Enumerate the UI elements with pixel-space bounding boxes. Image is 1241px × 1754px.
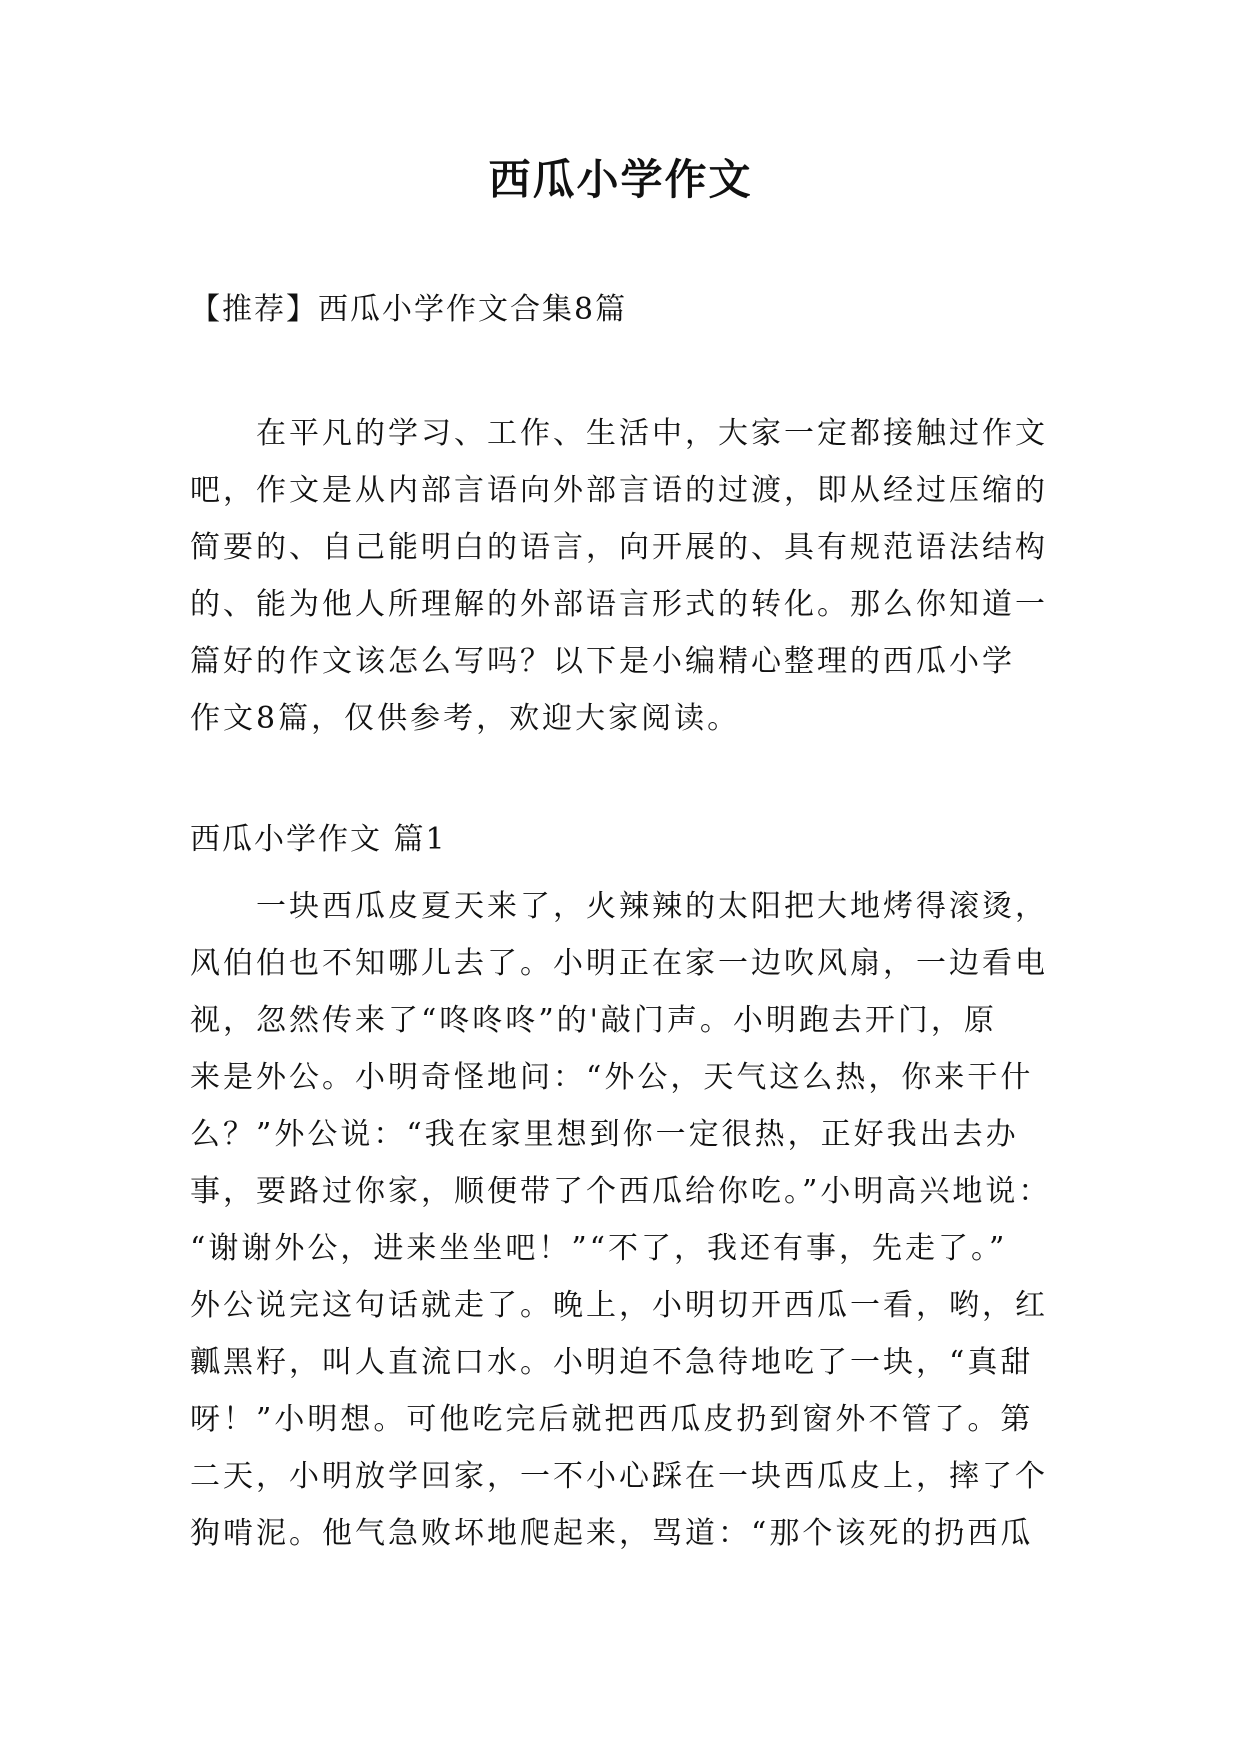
paragraph-line: 篇好的作文该怎么写吗？以下是小编精心整理的西瓜小学 xyxy=(190,644,1015,679)
paragraph-line: 狗啃泥。他气急败坏地爬起来，骂道：“那个该死的扔西瓜 xyxy=(190,1516,1034,1551)
paragraph-line: 来是外公。小明奇怪地问：“外公，天气这么热，你来干什 xyxy=(190,1060,1034,1095)
paragraph-line: 简要的、自己能明白的语言，向开展的、具有规范语法结构 xyxy=(190,530,1048,565)
paragraph-line: 在平凡的学习、工作、生活中，大家一定都接触过作文 xyxy=(256,416,1048,451)
paragraph-line: 么？”外公说：“我在家里想到你一定很热，正好我出去办 xyxy=(190,1117,1019,1152)
section-heading: 西瓜小学作文 篇1 xyxy=(190,822,447,857)
paragraph-line: 事，要路过你家，顺便带了个西瓜给你吃。”小明高兴地说： xyxy=(190,1174,1052,1209)
intro-paragraph xyxy=(190,405,1080,747)
paragraph-line: 一块西瓜皮夏天来了，火辣辣的太阳把大地烤得滚烫， xyxy=(256,889,1048,924)
paragraph-line: 的、能为他人所理解的外部语言形式的转化。那么你知道一 xyxy=(190,587,1048,622)
paragraph-line: 瓤黑籽，叫人直流口水。小明迫不急待地吃了一块，“真甜 xyxy=(190,1345,1034,1380)
paragraph-line: 视，忽然传来了“咚咚咚”的'敲门声。小明跑去开门，原 xyxy=(190,1003,997,1038)
paragraph-line: 作文8篇，仅供参考，欢迎大家阅读。 xyxy=(190,701,741,736)
paragraph-line: “谢谢外公，进来坐坐吧！”“不了，我还有事，先走了。” xyxy=(190,1231,1008,1266)
paragraph-line: 吧，作文是从内部言语向外部言语的过渡，即从经过压缩的 xyxy=(190,473,1048,508)
paragraph-line: 风伯伯也不知哪儿去了。小明正在家一边吹风扇，一边看电 xyxy=(190,946,1048,981)
document-title: 西瓜小学作文 xyxy=(488,155,753,204)
article-paragraph xyxy=(190,878,1090,1562)
paragraph-line: 二天，小明放学回家，一不小心踩在一块西瓜皮上，摔了个 xyxy=(190,1459,1048,1494)
paragraph-line: 外公说完这句话就走了。晚上，小明切开西瓜一看，哟，红 xyxy=(190,1288,1048,1323)
paragraph-line: 呀！”小明想。可他吃完后就把西瓜皮扔到窗外不管了。第 xyxy=(190,1402,1034,1437)
document-subtitle: 【推荐】西瓜小学作文合集8篇 xyxy=(190,292,628,327)
